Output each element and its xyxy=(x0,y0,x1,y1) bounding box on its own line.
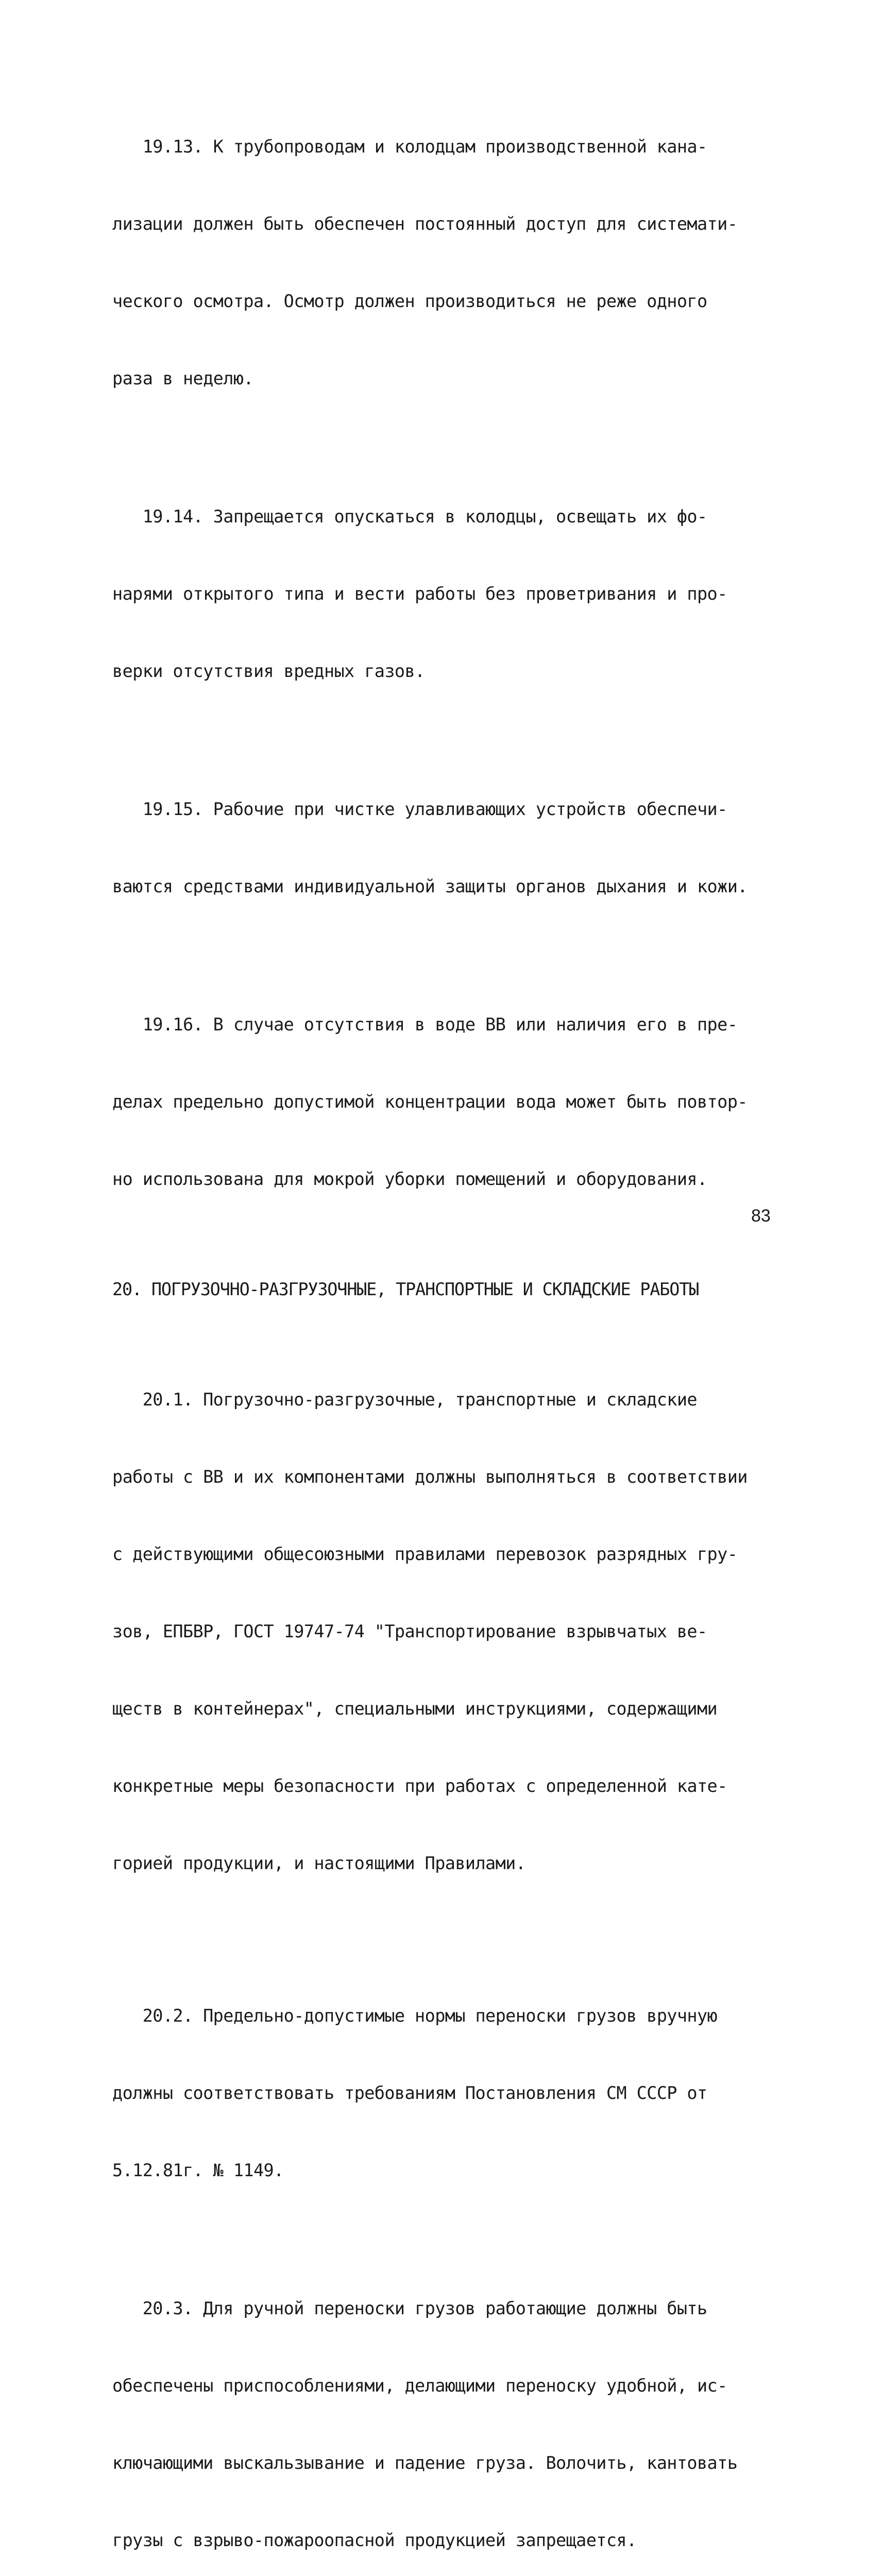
text-line: 20.2. Предельно-допустимые нормы переноски грузов вручную xyxy=(112,2006,718,2026)
text-line: ключающими выскальзывание и падение груза. Волочить, кантовать xyxy=(112,2453,738,2473)
text-line: ществ в контейнерах", специальными инструкциями, содержащими xyxy=(112,1699,718,1719)
text-line: делах предельно допустимой концентрации вода может быть повтор- xyxy=(112,1092,748,1112)
paragraph-19-15 xyxy=(112,745,782,951)
body-text xyxy=(112,82,782,2576)
text-line: зов, ЕПБВР, ГОСТ 19747-74 "Транспортирование взрывчатых ве- xyxy=(112,1621,707,1641)
paragraph-20-3 xyxy=(112,2244,782,2576)
paragraph-20-1 xyxy=(112,1335,782,1928)
paragraph-19-14 xyxy=(112,452,782,736)
paragraph-19-13 xyxy=(112,82,782,443)
text-line: 5.12.81г. № 1149. xyxy=(112,2160,284,2180)
text-line: обеспечены приспособлениями, делающими переноску удобной, ис- xyxy=(112,2376,727,2396)
text-line: 19.13. К трубопроводам и колодцам производственной кана- xyxy=(112,137,707,157)
text-line: горией продукции, и настоящими Правилами. xyxy=(112,1853,526,1873)
text-line: конкретные меры безопасности при работах с определенной кате- xyxy=(112,1776,727,1796)
text-line: 20.1. Погрузочно-разгрузочные, транспортные и складские xyxy=(112,1389,697,1410)
text-line: верки отсутствия вредных газов. xyxy=(112,661,425,681)
section-heading: 20. ПОГРУЗОЧНО-РАЗГРУЗОЧНЫЕ, ТРАНСПОРТНЫЕ И СКЛАДСКИЕ РАБОТЫ xyxy=(112,1279,699,1299)
text-line: раза в неделю. xyxy=(112,368,253,388)
text-line: грузы с взрыво-пожароопасной продукцией запрещается. xyxy=(112,2530,637,2550)
text-line: 19.14. Запрещается опускаться в колодцы, освещать их фо- xyxy=(112,506,707,527)
text-line: с действующими общесоюзными правилами перевозок разрядных гру- xyxy=(112,1544,738,1564)
text-line: ческого осмотра. Осмотр должен производиться не реже одного xyxy=(112,291,707,311)
paragraph-20-2 xyxy=(112,1952,782,2235)
page-number: 83 xyxy=(751,1206,771,1226)
text-line: лизации должен быть обеспечен постоянный доступ для системати- xyxy=(112,214,738,234)
paragraph-19-16 xyxy=(112,960,782,1244)
text-line: но использована для мокрой уборки помещений и оборудования. xyxy=(112,1169,707,1189)
text-line: должны соответствовать требованиям Постановления СМ СССР от xyxy=(112,2083,707,2103)
text-line: нарями открытого типа и вести работы без проветривания и про- xyxy=(112,584,727,604)
text-line: ваются средствами индивидуальной защиты органов дыхания и кожи. xyxy=(112,876,748,896)
text-line: работы с ВВ и их компонентами должны выполняться в соответствии xyxy=(112,1467,748,1487)
text-line: 19.16. В случае отсутствия в воде ВВ или наличия его в пре- xyxy=(112,1014,738,1035)
text-line: 19.15. Рабочие при чистке улавливающих устройств обеспечи- xyxy=(112,799,727,819)
text-line: 20.3. Для ручной переноски грузов работающие должны быть xyxy=(112,2298,707,2318)
